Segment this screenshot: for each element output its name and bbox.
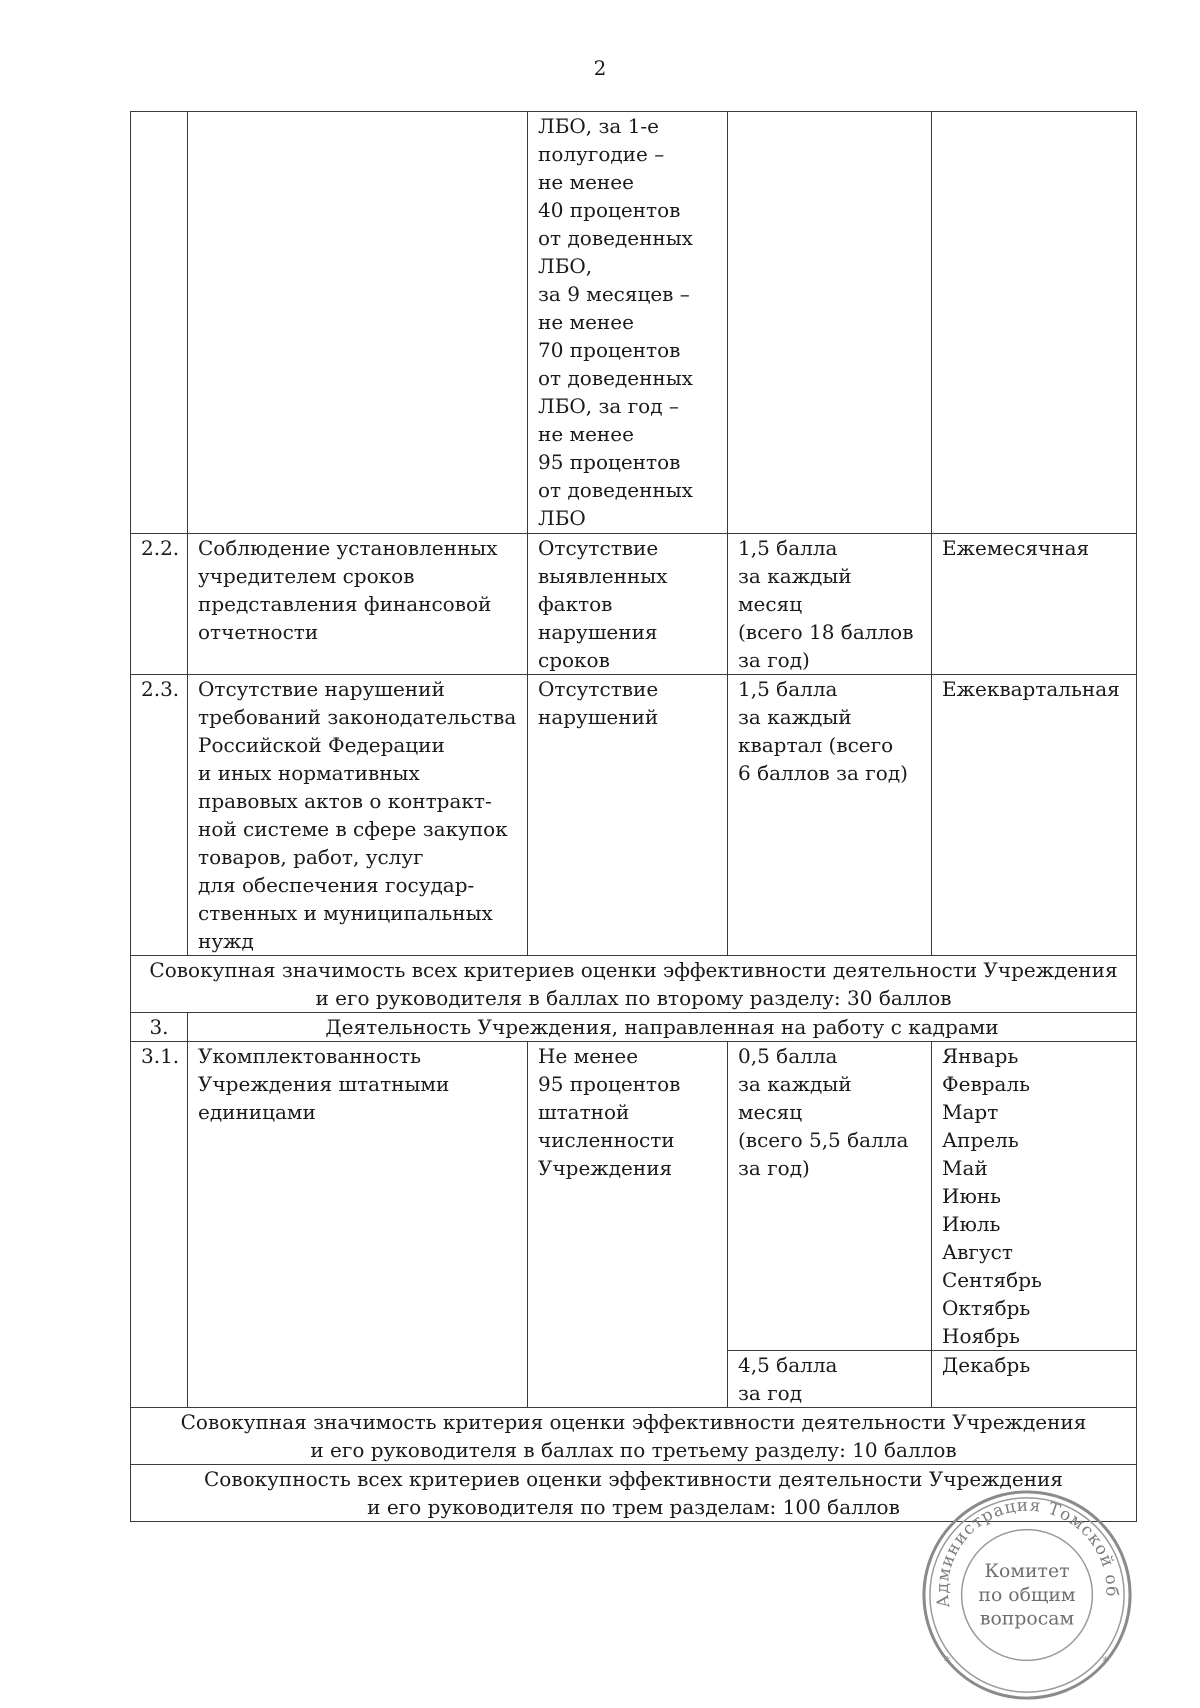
points-cell: 0,5 балла за каждый месяц (всего 5,5 балла за год) [728,1042,932,1351]
period-cell: Ежеквартальная [932,675,1137,956]
seal-center-line: Комитет [984,1561,1070,1583]
target-cell: Отсутствие выявленных фактов нарушения сроков [528,534,728,675]
target-cell: ЛБО, за 1-е полугодие – не менее 40 процентов от доведенных ЛБО, за 9 месяцев – не менее 70 процентов от доведенных ЛБО, за год – не менее 95 процентов от доведенных ЛБО [528,112,728,534]
points-december-cell: 4,5 балла за год [728,1351,932,1408]
seal-ring-text: Администрация Томской об [931,1494,1123,1610]
svg-text:*: * [943,1654,951,1671]
summary-row-section-3 [131,1408,1137,1465]
summary-row-section-2 [131,956,1137,1013]
seal-center-line: вопросам [979,1608,1075,1630]
row-number-cell [131,112,188,534]
target-cell: Не менее 95 процентов штатной численности Учреждения [528,1042,728,1408]
section-header-3 [131,1013,1137,1042]
period-cell: Ежемесячная [932,534,1137,675]
section-number-cell: 3. [131,1013,188,1042]
criterion-cell: Отсутствие нарушений требований законодательства Российской Федерации и иных нормативных правовых актов о контракт- ной системе в сфере закупок товаров, работ, услуг для обеспечения государ- ственных и муниципальных нужд [188,675,528,956]
table-row-2-2 [131,534,1137,675]
table-row-2-1-continuation [131,112,1137,534]
criteria-table [130,111,1137,1522]
criterion-cell: Укомплектованность Учреждения штатными единицами [188,1042,528,1408]
december-cell: Декабрь [932,1351,1137,1408]
table-row-3-1 [131,1042,1137,1351]
months-cell: Январь Февраль Март Апрель Май Июнь Июль Август Сентябрь Октябрь Ноябрь [932,1042,1137,1351]
points-cell: 1,5 балла за каждый квартал (всего 6 баллов за год) [728,675,932,956]
page-number: 2 [593,56,607,80]
row-number-cell: 3.1. [131,1042,188,1408]
section-title-cell: Деятельность Учреждения, направленная на работу с кадрами [188,1013,1137,1042]
row-number-cell: 2.2. [131,534,188,675]
official-seal-stamp [918,1486,1136,1704]
points-cell [728,112,932,534]
table-row-2-3 [131,675,1137,956]
summary-total-cell: Совокупность всех критериев оценки эффективности деятельности Учреждения и его руководителя по трем разделам: 100 баллов [131,1465,1137,1522]
row-number-cell: 2.3. [131,675,188,956]
period-cell [932,112,1137,534]
svg-text:*: * [1102,1654,1110,1671]
summary-cell: Совокупная значимость всех критериев оценки эффективности деятельности Учреждения и его руководителя в баллах по второму разделу: 30 баллов [131,956,1137,1013]
seal-icon [918,1486,1136,1704]
summary-cell: Совокупная значимость критерия оценки эффективности деятельности Учреждения и его руководителя в баллах по третьему разделу: 10 баллов [131,1408,1137,1465]
points-cell: 1,5 балла за каждый месяц (всего 18 баллов за год) [728,534,932,675]
criterion-cell [188,112,528,534]
criterion-cell: Соблюдение установленных учредителем сроков представления финансовой отчетности [188,534,528,675]
seal-center-line: по общим [978,1584,1076,1606]
target-cell: Отсутствие нарушений [528,675,728,956]
